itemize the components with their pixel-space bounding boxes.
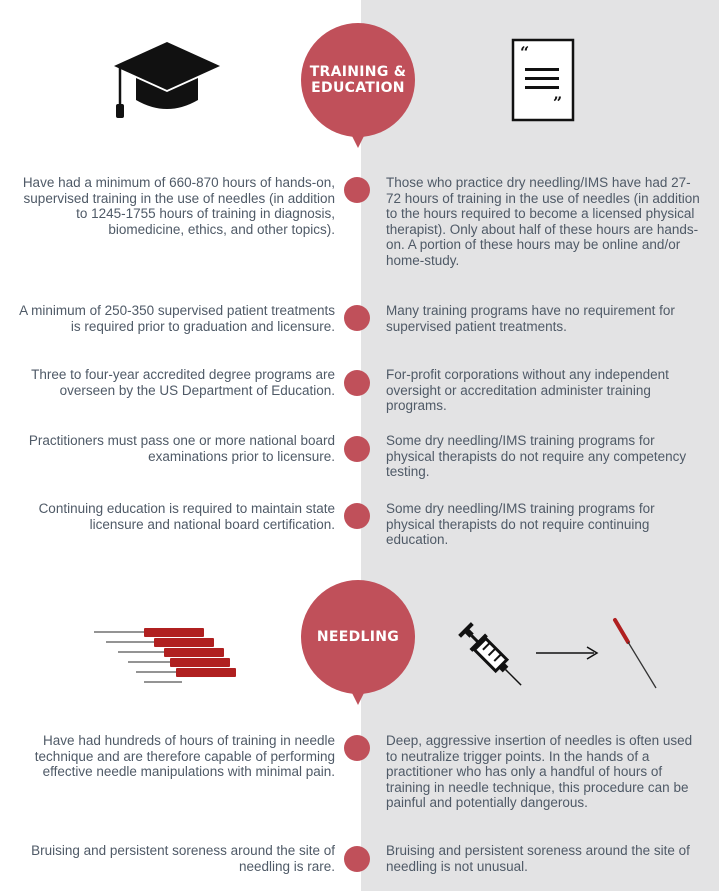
syringe-to-needle-icon — [452, 614, 667, 694]
bullet-dot — [344, 305, 370, 331]
bullet-dot — [344, 503, 370, 529]
bullet-dot — [344, 370, 370, 396]
needle-icon — [615, 620, 656, 688]
left-text: Have had hundreds of hours of training in needle technique and are therefore capable of performing effective needle manipulations with minimal pain. — [34, 733, 335, 779]
right-text: Deep, aggressive insertion of needles is often used to neutralize trigger points. In the hands of a practitioner who has only a handful of hours of training in needle technique, this procedure can be painful and potentially dangerous. — [386, 733, 693, 810]
section-title: NEEDLING — [316, 629, 400, 645]
arrow-right-icon — [536, 647, 597, 659]
graduation-cap-icon — [112, 40, 222, 122]
section-badge-training — [301, 23, 415, 137]
section-title: TRAINING & EDUCATION — [309, 64, 407, 96]
left-text: Continuing education is required to maintain state licensure and national board certification. — [38, 501, 335, 532]
right-text: Many training programs have no requirement for supervised patient treatments. — [386, 303, 675, 334]
svg-text:”: ” — [553, 93, 563, 112]
left-text: Bruising and persistent soreness around the site of needling is rare. — [31, 843, 335, 874]
left-text: Practitioners must pass one or more national board examinations prior to licensure. — [28, 433, 335, 464]
section-badge-needling — [301, 580, 415, 694]
left-text: Have had a minimum of 660-870 hours of hands-on, supervised training in the use of needles (in addition to 1245-1755 hours of training in diagnosis, biomedicine, ethics, and other topics). — [22, 175, 335, 237]
right-text: Those who practice dry needling/IMS have had 27-72 hours of training in the use of needles (in addition to the hours required to become a licensed physical therapist). Only about half of these hours are hands-on. A portion of these hours may be online and/or home-study. — [386, 175, 700, 268]
right-text: Some dry needling/IMS training programs for physical therapists do not require continuing education. — [386, 501, 655, 547]
right-text: Some dry needling/IMS training programs for physical therapists do not require any competency testing. — [386, 433, 687, 479]
bullet-dot — [344, 436, 370, 462]
quote-document-icon — [511, 38, 575, 122]
svg-text:“: “ — [520, 43, 530, 62]
bullet-dot — [344, 846, 370, 872]
acupuncture-needles-icon — [92, 626, 242, 690]
bullet-dot — [344, 177, 370, 203]
right-text: Bruising and persistent soreness around the site of needling is not unusual. — [386, 843, 690, 874]
left-text: Three to four-year accredited degree programs are overseen by the US Department of Education. — [31, 367, 335, 398]
syringe-icon — [457, 621, 529, 693]
right-text: For-profit corporations without any independent oversight or accreditation administer training programs. — [386, 367, 669, 413]
left-text: A minimum of 250-350 supervised patient treatments is required prior to graduation and licensure. — [19, 303, 335, 334]
bullet-dot — [344, 735, 370, 761]
